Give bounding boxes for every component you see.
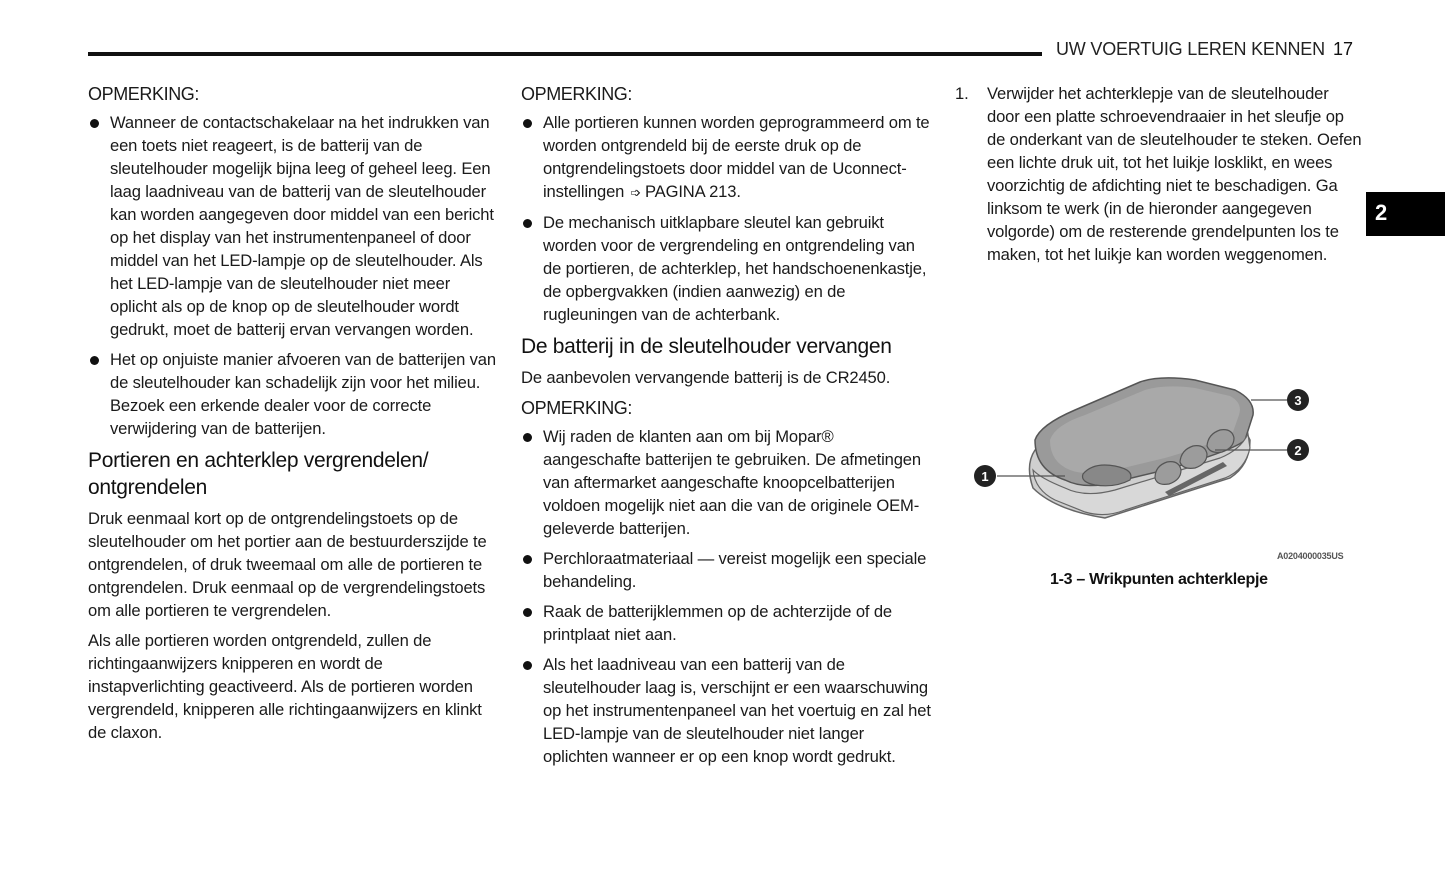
svg-text:2: 2 bbox=[1294, 443, 1302, 458]
bullet-icon bbox=[523, 661, 532, 670]
page-reference-link[interactable]: PAGINA 213. bbox=[644, 182, 741, 201]
bullet-icon bbox=[90, 119, 99, 128]
step-text: Verwijder het achterklepje van de sleutelhouder door een platte schroevendraaier in het sleufje op de onderkant van de sleutelhouder te steken. Oefen een lichte druk uit, tot het luikje losklikt, en wees voorzichtig de afdichting niet te beschadigen. Ga linksom te werk (in de hieronder aangegeven volgorde) om de resterende grendelpunten los te maken, tot het luikje kan worden weggenomen. bbox=[987, 84, 1362, 264]
note-label: OPMERKING: bbox=[521, 398, 633, 418]
callout-3-icon bbox=[1287, 389, 1309, 411]
list-item: Wanneer de contactschakelaar na het indrukken van een toets niet reageert, is de batterij van de sleutelhouder mogelijk bijna leeg of geheel leeg. Een laag laadniveau van de batterij van de sleutelhouder kan worden aangegeven door middel van een bericht op het display van het instrumentenpaneel of door middel van het LED-lampje op de sleutelhouder. Als het LED-lampje van de sleutelhouder niet meer oplicht als op de knop op de sleutelhouder wordt gedrukt, moet de batterij ervan vervangen worden. bbox=[88, 111, 498, 341]
column-1 bbox=[88, 82, 498, 751]
bullet-icon bbox=[523, 219, 532, 228]
list-item: Perchloraatmateriaal — vereist mogelijk een speciale behandeling. bbox=[521, 547, 931, 593]
section-heading: Portieren en achterklep vergrendelen/ ontgrendelen bbox=[88, 449, 429, 499]
bullet-icon bbox=[523, 608, 532, 617]
header-rule bbox=[88, 52, 1042, 56]
chapter-tab[interactable]: 2 bbox=[1366, 192, 1445, 236]
svg-text:3: 3 bbox=[1294, 393, 1302, 408]
list-item: Het op onjuiste manier afvoeren van de batterijen van de sleutelhouder kan schadelijk zijn voor het milieu. Bezoek een erkende dealer voor de correcte verwijdering van de batterijen. bbox=[88, 348, 498, 440]
callout-2-icon bbox=[1287, 439, 1309, 461]
svg-text:1: 1 bbox=[981, 469, 989, 484]
bullet-icon bbox=[523, 433, 532, 442]
paragraph: Als alle portieren worden ontgrendeld, zullen de richtingaanwijzers knipperen en wordt de instapverlichting geactiveerd. Als de portieren worden vergrendeld, knipperen alle richtingaanwijzers en klinkt de claxon. bbox=[88, 631, 482, 742]
key-fob-illustration bbox=[965, 370, 1360, 560]
callout-1-icon bbox=[974, 465, 996, 487]
note-label: OPMERKING: bbox=[521, 84, 633, 104]
column-2 bbox=[521, 82, 931, 775]
numbered-step bbox=[955, 82, 1365, 266]
paragraph: Druk eenmaal kort op de ontgrendelingstoets op de sleutelhouder om het portier aan de bestuurderszijde te ontgrendelen, of druk tweemaal om alle de portieren te ontgrendelen. Druk eenmaal op de vergrendelingstoets om alle portieren te vergrendelen. bbox=[88, 509, 487, 620]
bullet-icon bbox=[90, 356, 99, 365]
list-item: De mechanisch uitklapbare sleutel kan gebruikt worden voor de vergrendeling en ontgrendeling van de portieren, de achterklep, het handschoenenkastje, de opbergvakken (indien aanwezig) en de rugleuningen van de achterbank. bbox=[521, 211, 931, 326]
figure-code: A0204000035US bbox=[1277, 551, 1344, 561]
figure-caption: 1-3 – Wrikpunten achterklepje bbox=[1050, 571, 1268, 588]
list-item: Als het laadniveau van een batterij van de sleutelhouder laag is, verschijnt er een waarschuwing op het instrumentenpaneel van het voertuig en zal het LED-lampje van de sleutelhouder niet langer oplichten wanneer er op een knop wordt gedrukt. bbox=[521, 653, 931, 768]
note-label: OPMERKING: bbox=[88, 84, 200, 104]
section-heading: De batterij in de sleutelhouder vervangen bbox=[521, 335, 892, 358]
page-number: 17 bbox=[1333, 39, 1354, 59]
step-number: 1. bbox=[955, 84, 969, 103]
list-item: Alle portieren kunnen worden geprogrammeerd om te worden ontgrendeld bij de eerste druk op de ontgrendelingstoets door middel van de Uconnect-instellingen ➩ PAGINA 213. bbox=[521, 111, 931, 204]
bullet-icon bbox=[523, 119, 532, 128]
page-reference-arrow-icon: ➩ bbox=[630, 185, 641, 200]
column-3 bbox=[955, 82, 1365, 266]
running-title: UW VOERTUIG LEREN KENNEN bbox=[1056, 39, 1325, 59]
list-item: Raak de batterijklemmen op de achterzijde of de printplaat niet aan. bbox=[521, 600, 931, 646]
bullet-icon bbox=[523, 555, 532, 564]
paragraph: De aanbevolen vervangende batterij is de CR2450. bbox=[521, 368, 891, 387]
list-item: Wij raden de klanten aan om bij Mopar® aangeschafte batterijen te gebruiken. De afmetingen van aftermarket aangeschafte knoopcelbatterijen voldoen mogelijk niet aan die van de originele OEM-geleverde batterijen. bbox=[521, 425, 931, 540]
